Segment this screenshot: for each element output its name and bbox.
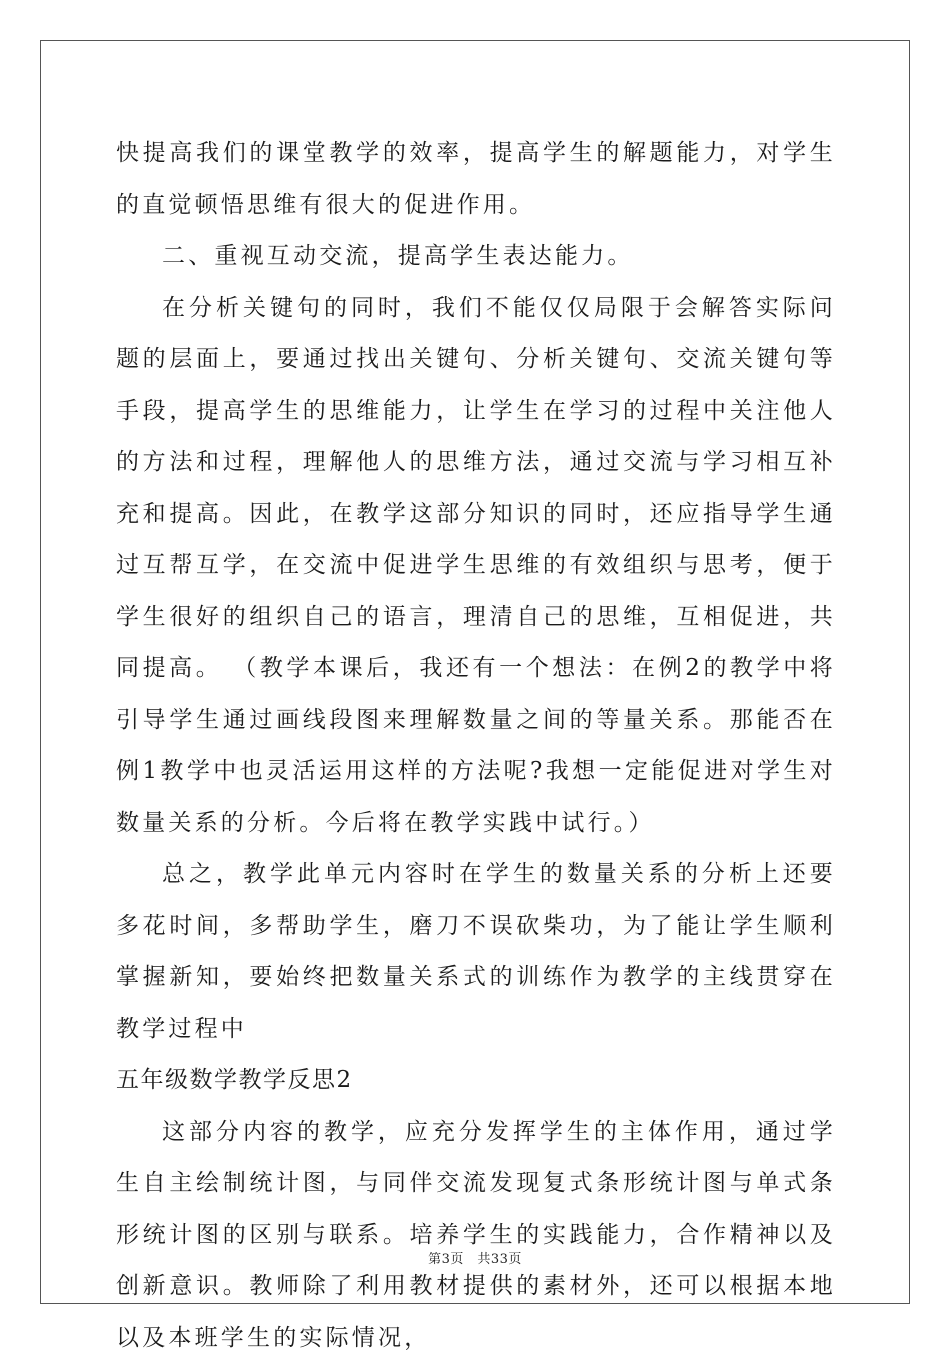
paragraph-statistics-chart: 这部分内容的教学，应充分发挥学生的主体作用，通过学生自主绘制统计图，与同伴交流发现复式条形统计图与单式条形统计图的区别与联系。培养学生的实践能力，合作精神以及创新意识。教师除了利用教材提供的素材外，还可以根据本地以及本班学生的实际情况， bbox=[116, 1107, 836, 1364]
paragraph-conclusion: 总之，教学此单元内容时在学生的数量关系的分析上还要多花时间，多帮助学生，磨刀不误砍柴功，为了能让学生顺利掌握新知，要始终把数量关系式的训练作为教学的主线贯穿在教学过程中 bbox=[116, 849, 836, 1055]
page-number-footer: 第3页 共33页 bbox=[0, 1248, 950, 1267]
article-title-reflection-2: 五年级数学教学反思2 bbox=[116, 1055, 836, 1107]
paragraph-key-sentences: 在分析关键句的同时，我们不能仅仅局限于会解答实际问题的层面上，要通过找出关键句、分析关键句、交流关键句等手段，提高学生的思维能力，让学生在学习的过程中关注他人的方法和过程，理解他人的思维方法，通过交流与学习相互补充和提高。因此，在教学这部分知识的同时，还应指导学生通过互帮互学，在交流中促进学生思维的有效组织与思考，便于学生很好的组织自己的语言，理清自己的思维，互相促进，共同提高。 （教学本课后，我还有一个想法：在例2的教学中将引导学生通过画线段图来理解数量之间的等量关系。那能否在例1教学中也灵活运用这样的方法呢?我想一定能促进对学生对数量关系的分析。今后将在教学实践中试行。） bbox=[116, 283, 836, 850]
section-heading-interaction: 二、重视互动交流，提高学生表达能力。 bbox=[116, 231, 836, 283]
paragraph-continuation: 快提高我们的课堂教学的效率，提高学生的解题能力，对学生的直觉顿悟思维有很大的促进作用。 bbox=[116, 128, 836, 231]
document-body bbox=[116, 128, 836, 1364]
